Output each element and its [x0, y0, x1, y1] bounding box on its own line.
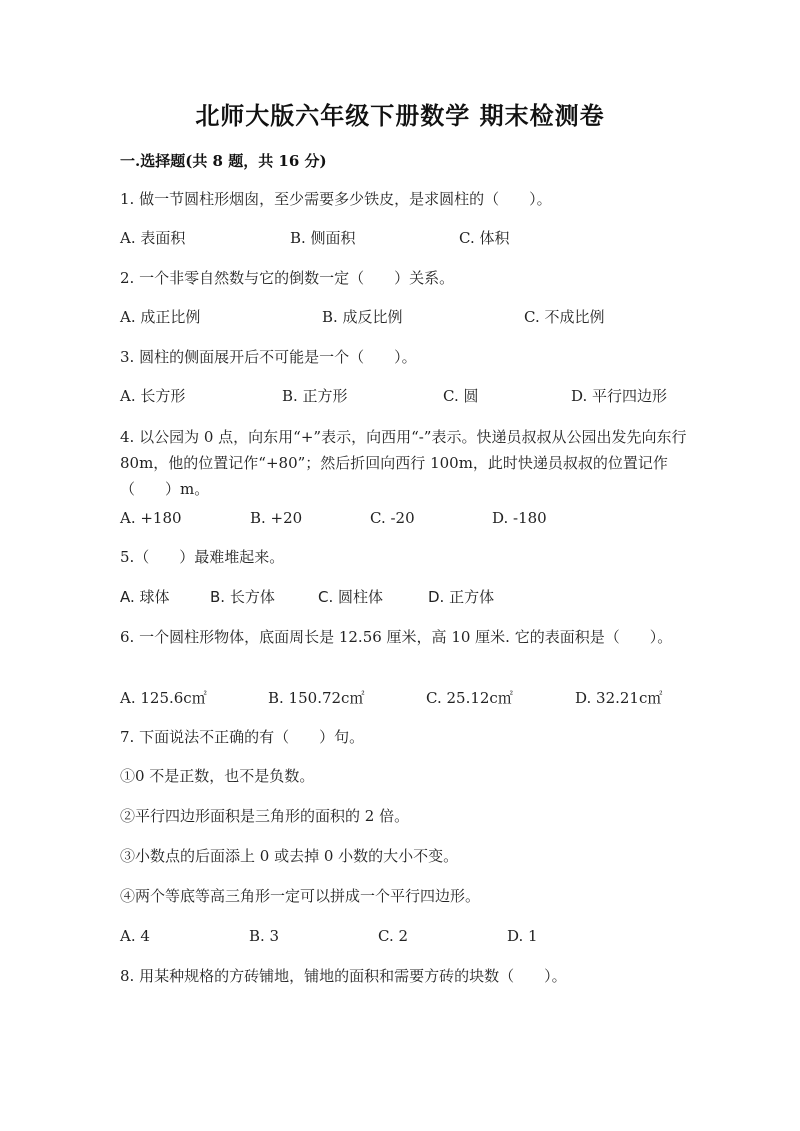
question-2-stem: 2. 一个非零自然数与它的倒数一定（ ）关系。 — [120, 269, 455, 287]
question-3-option-a[interactable]: A. 长方形 — [120, 387, 186, 405]
question-1-option-a[interactable]: A. 表面积 — [120, 229, 186, 247]
question-7-option-a[interactable]: A. 4 — [120, 927, 150, 945]
question-3-option-b[interactable]: B. 正方形 — [282, 387, 348, 405]
question-6-option-a[interactable]: A. 125.6c㎡ — [120, 689, 207, 707]
question-1-option-c[interactable]: C. 体积 — [459, 229, 510, 247]
section-heading: 一.选择题(共 8 题，共 16 分) — [120, 152, 327, 170]
question-4-option-c[interactable]: C. -20 — [370, 509, 415, 527]
question-4-option-a[interactable]: A. +180 — [120, 509, 182, 527]
question-7-statement-3: ③小数点的后面添上 0 或去掉 0 小数的大小不变。 — [120, 847, 459, 865]
page-title: 北师大版六年级下册数学 期末检测卷 — [195, 101, 605, 130]
question-3-option-d[interactable]: D. 平行四边形 — [571, 387, 668, 405]
question-2-option-b[interactable]: B. 成反比例 — [322, 308, 403, 326]
question-6-option-b[interactable]: B. 150.72c㎡ — [268, 689, 365, 707]
question-4-stem: 4. 以公园为 0 点，向东用“+”表示，向西用“-”表示。快递员叔叔从公园出发先向东行 80m，他的位置记作“+80”；然后折回向西行 100m，此时快递员叔叔的位置记作（ ）m。 — [120, 428, 687, 498]
question-1-stem: 1. 做一节圆柱形烟囱，至少需要多少铁皮，是求圆柱的（ ）。 — [120, 190, 552, 208]
question-7-stem: 7. 下面说法不正确的有（ ）句。 — [120, 728, 365, 746]
question-7-option-d[interactable]: D. 1 — [507, 927, 538, 945]
question-6-option-c[interactable]: C. 25.12c㎡ — [426, 689, 513, 707]
question-5-stem: 5.（ ）最难堆起来。 — [120, 548, 285, 566]
question-7-option-b[interactable]: B. 3 — [249, 927, 280, 945]
question-7-statement-1: ①0 不是正数，也不是负数。 — [120, 767, 315, 785]
question-5-option-c[interactable]: C. 圆柱体 — [318, 588, 384, 606]
question-3-stem: 3. 圆柱的侧面展开后不可能是一个（ ）。 — [120, 348, 417, 366]
question-7-statement-4: ④两个等底等高三角形一定可以拼成一个平行四边形。 — [120, 887, 481, 905]
question-7-statement-2: ②平行四边形面积是三角形的面积的 2 倍。 — [120, 807, 410, 825]
question-6-option-d[interactable]: D. 32.21c㎡ — [575, 689, 663, 707]
question-5-option-a[interactable]: A. 球体 — [120, 588, 170, 606]
question-8-stem: 8. 用某种规格的方砖铺地，铺地的面积和需要方砖的块数（ ）。 — [120, 967, 567, 985]
question-5-option-d[interactable]: D. 正方体 — [428, 588, 495, 606]
question-3-option-c[interactable]: C. 圆 — [443, 387, 479, 405]
question-2-option-c[interactable]: C. 不成比例 — [524, 308, 605, 326]
question-6-stem: 6. 一个圆柱形物体，底面周长是 12.56 厘米，高 10 厘米. 它的表面积是（ ）。 — [120, 628, 673, 646]
question-4-option-b[interactable]: B. +20 — [250, 509, 303, 527]
question-5-option-b[interactable]: B. 长方体 — [210, 588, 275, 606]
question-1-option-b[interactable]: B. 侧面积 — [290, 229, 356, 247]
question-2-option-a[interactable]: A. 成正比例 — [120, 308, 201, 326]
question-7-option-c[interactable]: C. 2 — [378, 927, 409, 945]
question-4-option-d[interactable]: D. -180 — [492, 509, 547, 527]
